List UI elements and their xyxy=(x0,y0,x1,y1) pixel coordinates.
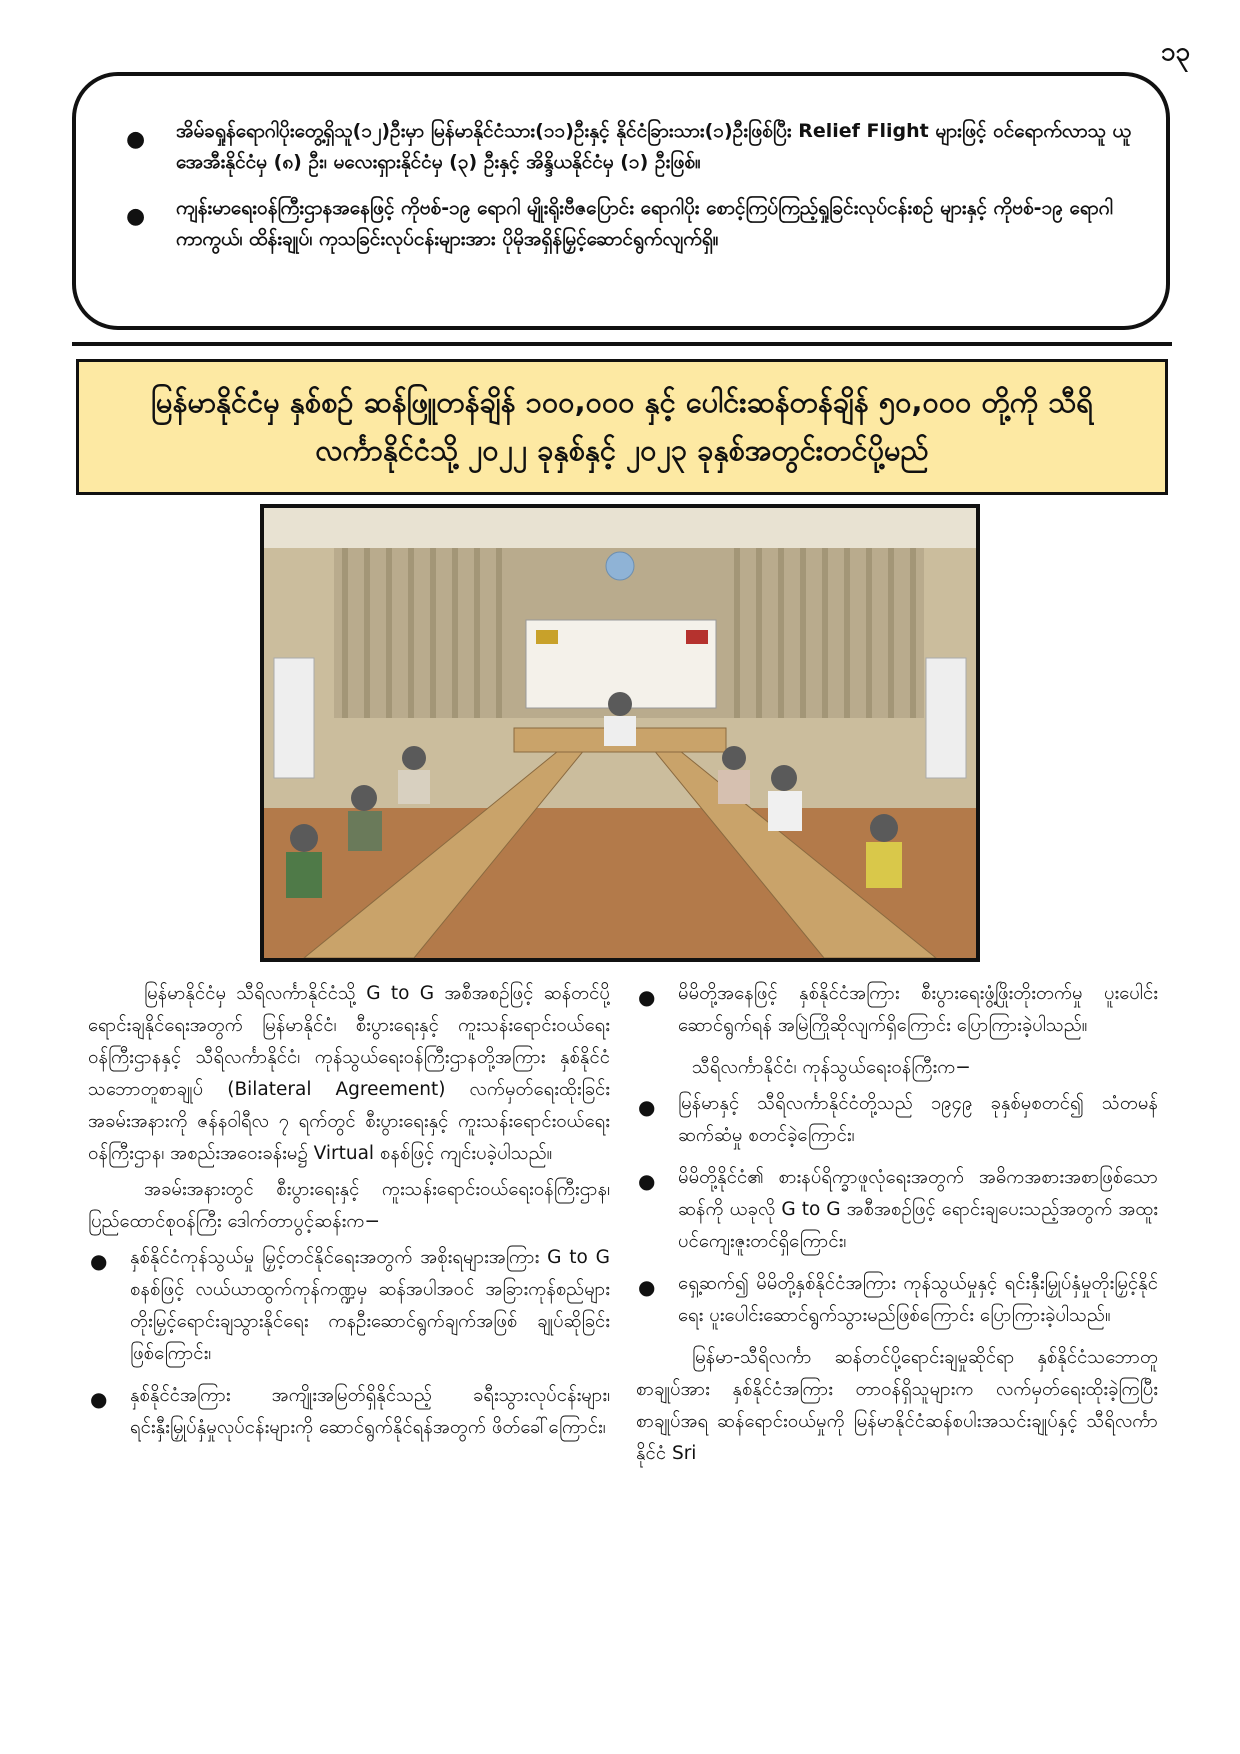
list-item-text: ရှေ့ဆက်၍ မိမိတို့နှစ်နိုင်ငံအကြား ကုန်သွယ်မှုနှင့် ရင်းနှီးမြှုပ်နှံမှုတိုးမြှင့်နိုင်ရေး ပူးပေါင်းဆောင်ရွက်သွားမည်ဖြစ်ကြောင်း ပြောကြားခဲ့ပါသည်။ xyxy=(678,1273,1158,1326)
list-item-text: မိမိတို့နိုင်ငံ၏ စားနပ်ရိက္ခာဖူလုံရေးအတွက် အဓိကအစားအစာဖြစ်သော ဆန်ကို ယခုလို G to G အစီအစဉ်ဖြင့် ရောင်းချပေးသည့်အတွက် အထူးပင်ကျေးဇူးတင်ရှိကြောင်း၊ xyxy=(678,1167,1158,1252)
body-paragraph: မြန်မာ-သီရိလင်္ကာ ဆန်တင်ပို့ရောင်းချမှုဆိုင်ရာ နှစ်နိုင်ငံသဘောတူစာချုပ်အား နှစ်နိုင်ငံအကြား တာဝန်ရှိသူများက လက်မှတ်ရေးထိုးခဲ့ကြပြီး စာချုပ်အရ ဆန်ရောင်းဝယ်မှုကို မြန်မာနိုင်ငံဆန်စပါးအသင်းချုပ်နှင့် သီရိလင်္ကာနိုင်ငံ Sri xyxy=(636,1347,1158,1464)
headline-box xyxy=(76,359,1168,495)
bullet-icon: ● xyxy=(90,1249,108,1273)
summary-item xyxy=(116,193,1136,256)
srilanka-flag-icon xyxy=(686,630,708,644)
headline: မြန်မာနိုင်ငံမှ နှစ်စဉ် ဆန်ဖြူတန်ချိန် ၁၀၀,၀၀၀ နှင့် ပေါင်းဆန်တန်ချိန် ၅၀,၀၀၀ တို့ကို သီရိလင်္ကာနိုင်ငံသို့ ၂၀၂၂ ခုနှစ်နှင့် ၂၀၂၃ ခုနှစ်အတွင်းတင်ပို့မည် xyxy=(151,385,1093,467)
page-number: ၁၃ xyxy=(1160,37,1190,67)
myanmar-flag-icon xyxy=(536,630,558,644)
list-item xyxy=(636,1088,1158,1152)
bullet-icon: ● xyxy=(90,1387,108,1411)
ceiling xyxy=(264,508,976,548)
bullet-icon: ● xyxy=(638,1275,656,1299)
summary-box xyxy=(72,72,1170,330)
list-item xyxy=(636,1162,1158,1258)
section-divider xyxy=(72,342,1172,346)
bullet-icon: ● xyxy=(638,1095,656,1119)
body-paragraph: အခမ်းအနားတွင် စီးပွားရေးနှင့် ကူးသန်းရောင်းဝယ်ရေးဝန်ကြီးဌာန၊ ပြည်ထောင်စုဝန်ကြီး ဒေါက်တာပွင့်ဆန်းက− xyxy=(88,1179,610,1232)
summary-item xyxy=(116,116,1136,179)
bullet-icon: ● xyxy=(638,985,656,1009)
body-paragraph: သီရိလင်္ကာနိုင်ငံ၊ ကုန်သွယ်ရေးဝန်ကြီးက− xyxy=(692,1057,971,1078)
list-item-text: မိမိတို့အနေဖြင့် နှစ်နိုင်ငံအကြား စီးပွားရေးဖွံ့ဖြိုးတိုးတက်မှု ပူးပေါင်းဆောင်ရွက်ရန် အမြဲကြိုဆိုလျက်ရှိကြောင်း ပြောကြားခဲ့ပါသည်။ xyxy=(678,983,1158,1036)
bullet-icon: ● xyxy=(126,127,146,152)
list-item-text: မြန်မာနှင့် သီရိလင်္ကာနိုင်ငံတို့သည် ၁၉၄၉ ခုနှစ်မှစတင်၍ သံတမန်ဆက်ဆံမှု စတင်ခဲ့ကြောင်း၊ xyxy=(678,1093,1158,1146)
body-paragraph: မြန်မာနိုင်ငံမှ သီရိလင်္ကာနိုင်ငံသို့ G to G အစီအစဉ်ဖြင့် ဆန်တင်ပို့ရောင်းချနိုင်ရေးအတွက် မြန်မာနိုင်ငံ၊ စီးပွားရေးနှင့် ကူးသန်းရောင်းဝယ်ရေးဝန်ကြီးဌာနနှင့် သီရိလင်္ကာနိုင်ငံ၊ ကုန်သွယ်ရေးဝန်ကြီးဌာနတို့အကြား နှစ်နိုင်ငံသဘောတူစာချုပ် (Bilateral Agreement) လက်မှတ်ရေးထိုးခြင်း အခမ်းအနားကို ဇန်နဝါရီလ ၇ ရက်တွင် စီးပွားရေးနှင့် ကူးသန်းရောင်းဝယ်ရေးဝန်ကြီးဌာန၊ အစည်းအဝေးခန်းမ၌ Virtual စနစ်ဖြင့် ကျင်းပခဲ့ပါသည်။ xyxy=(88,983,610,1164)
emblem-icon xyxy=(606,552,634,580)
meeting-photo xyxy=(260,504,980,962)
summary-text: အိမ်ခရှုန်ရောဂါပိုးတွေ့ရှိသူ(၁၂)ဦးမှာ မြန်မာနိုင်ငံသား(၁၁)ဦးနှင့် နိုင်ငံခြားသား(၁)ဦးဖြစ်ပြီး Relief Flight များဖြင့် ဝင်ရောက်လာသူ ယူအေအီးနိုင်ငံမှ (၈) ဦး၊ မလေးရှားနိုင်ငံမှ (၃) ဦးနှင့် အိန္ဒိယနိုင်ငံမှ (၁) ဦးဖြစ်။ xyxy=(176,120,1131,174)
summary-text: ကျန်းမာရေးဝန်ကြီးဌာနအနေဖြင့် ကိုဗစ်-၁၉ ရောဂါ မျိုးရိုးဗီဇပြောင်း ရောဂါပိုး စောင့်ကြပ်ကြည့်ရှုခြင်းလုပ်ငန်းစဉ် များနှင့် ကိုဗစ်-၁၉ ရောဂါ ကာကွယ်၊ ထိန်းချုပ်၊ ကုသခြင်းလုပ်ငန်းများအား ပိုမိုအရှိန်မြှင့်ဆောင်ရွက်လျက်ရှိ။ xyxy=(176,196,1113,251)
list-item-text: နှစ်နိုင်ငံကုန်သွယ်မှု မြှင့်တင်နိုင်ရေးအတွက် အစိုးရများအကြား G to G စနစ်ဖြင့် လယ်ယာထွက်ကုန်ကဏ္ဍမှ ဆန်အပါအဝင် အခြားကုန်စည်များ တိုးမြှင့်ရောင်းချသွားနိုင်ရေး ကနဦးဆောင်ရွက်ချက်အဖြစ် ချုပ်ဆိုခြင်းဖြစ်ကြောင်း၊ xyxy=(130,1247,610,1364)
list-item xyxy=(636,1268,1158,1332)
bullet-icon: ● xyxy=(126,203,146,229)
air-conditioner xyxy=(274,658,314,778)
list-item xyxy=(88,1380,610,1444)
meeting-photo-illustration xyxy=(264,508,976,958)
list-item xyxy=(88,1242,610,1370)
left-column xyxy=(88,978,610,1454)
list-item-text: နှစ်နိုင်ငံအကြား အကျိုးအမြတ်ရှိနိုင်သည့် ခရီးသွားလုပ်ငန်းများ၊ ရင်းနှီးမြှုပ်နှံမှုလုပ်ငန်းများကို ဆောင်ရွက်နိုင်ရန်အတွက် ဖိတ်ခေါ်ကြောင်း၊ xyxy=(130,1385,610,1438)
list-item xyxy=(636,978,1158,1042)
right-column xyxy=(636,978,1158,1474)
air-conditioner xyxy=(926,658,966,778)
bullet-icon: ● xyxy=(638,1169,656,1193)
